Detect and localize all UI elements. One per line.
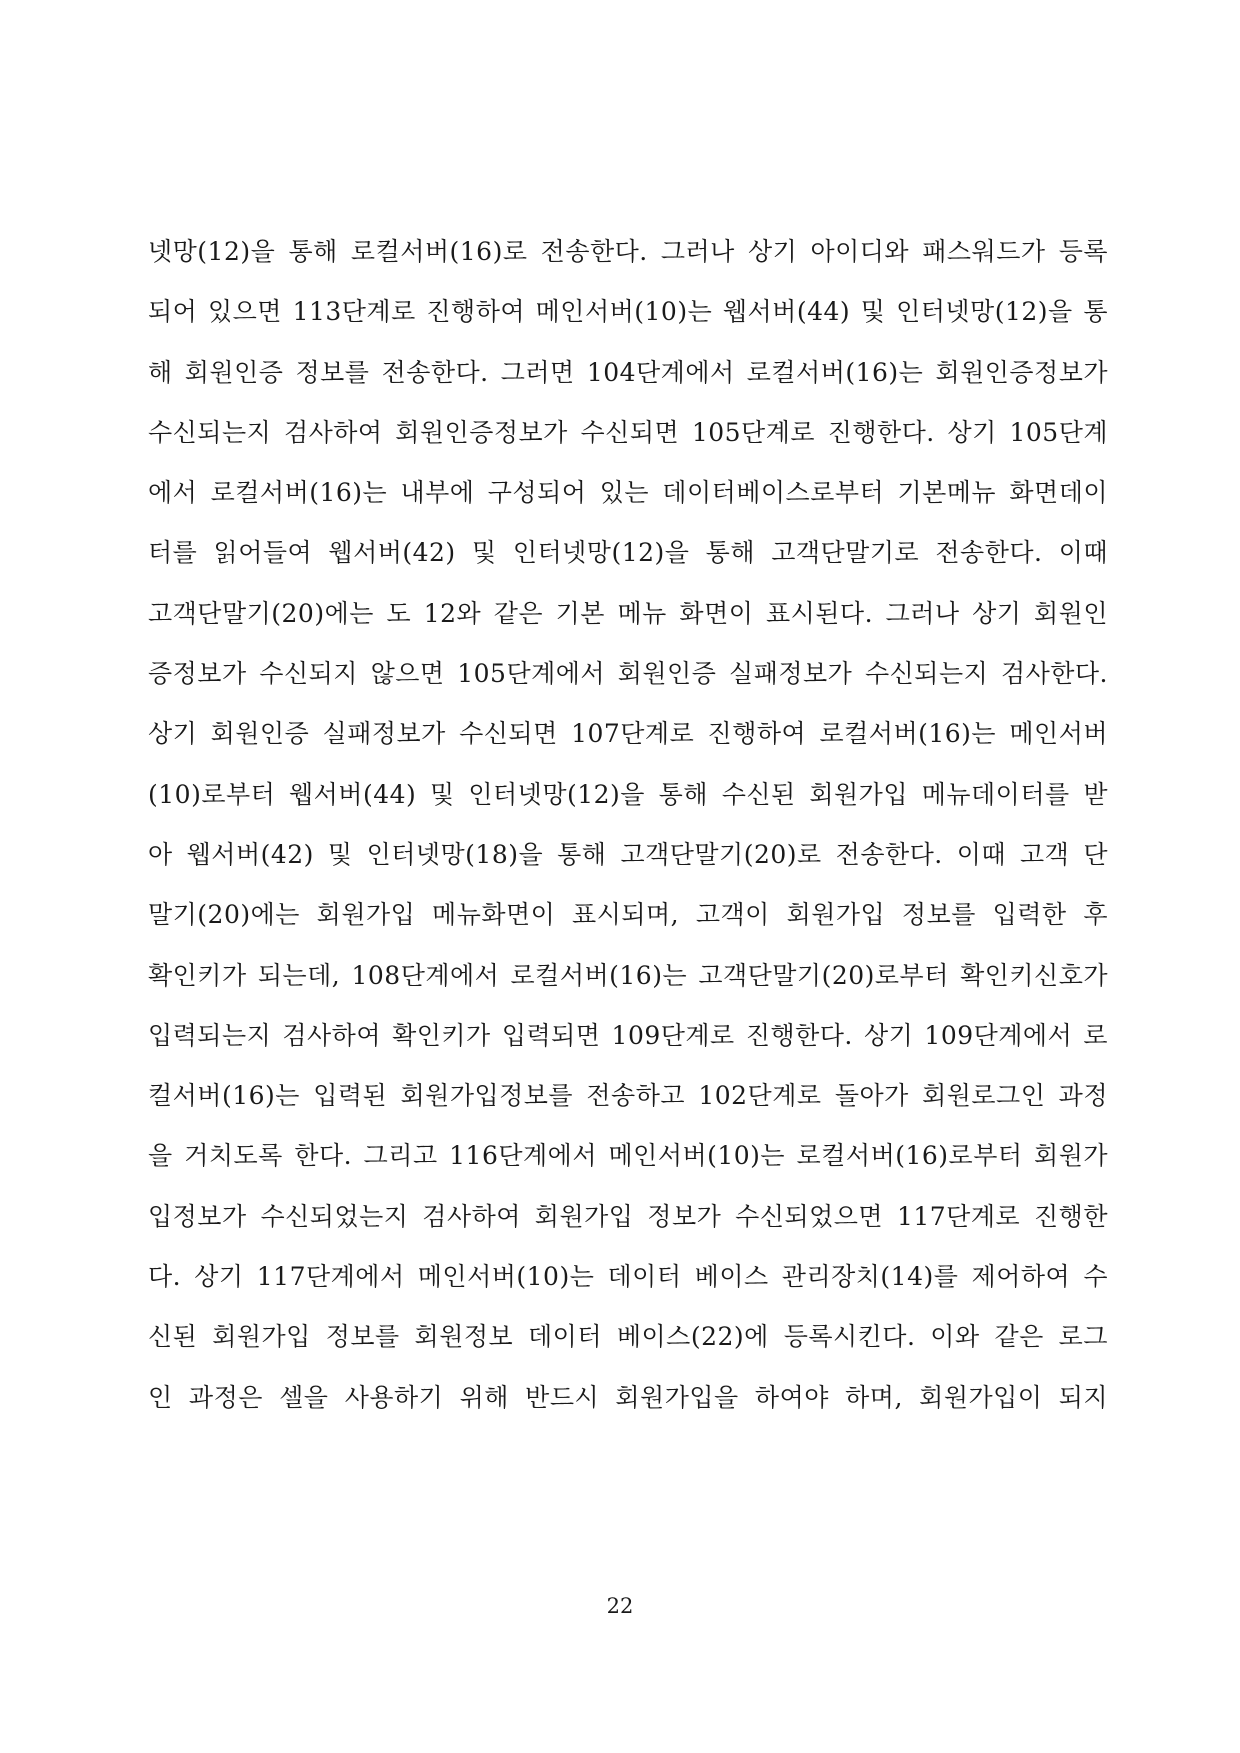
text-line: 다. 상기 117단계에서 메인서버(10)는 데이터 베이스 관리장치(14)를 제어하여 수 [148,1262,1108,1292]
text-line: 터를 읽어들여 웹서버(42) 및 인터넷망(12)을 통해 고객단말기로 전송한다. 이때 [148,538,1108,568]
body-text [148,222,1108,1428]
text-line: 신된 회원가입 정보를 회원정보 데이터 베이스(22)에 등록시킨다. 이와 같은 로그 [148,1322,1108,1352]
text-line: 증정보가 수신되지 않으면 105단계에서 회원인증 실패정보가 수신되는지 검사한다. [148,659,1108,689]
text-line: 을 거치도록 한다. 그리고 116단계에서 메인서버(10)는 로컬서버(16)로부터 회원가 [148,1141,1108,1171]
text-line: 넷망(12)을 통해 로컬서버(16)로 전송한다. 그러나 상기 아이디와 패스워드가 등록 [148,237,1108,266]
text-line: 해 회원인증 정보를 전송한다. 그러면 104단계에서 로컬서버(16)는 회원인증정보가 [148,357,1108,387]
text-line: 입정보가 수신되었는지 검사하여 회원가입 정보가 수신되었으면 117단계로 진행한 [148,1201,1108,1231]
text-line: 아 웹서버(42) 및 인터넷망(18)을 통해 고객단말기(20)로 전송한다. 이때 고객 단 [148,839,1108,869]
text-line: 에서 로컬서버(16)는 내부에 구성되어 있는 데이터베이스로부터 기본메뉴 화면데이 [148,478,1108,508]
text-line: 컬서버(16)는 입력된 회원가입정보를 전송하고 102단계로 돌아가 회원로그인 과정 [148,1081,1108,1111]
text-line: 고객단말기(20)에는 도 12와 같은 기본 메뉴 화면이 표시된다. 그러나 상기 회원인 [148,598,1108,628]
text-line: (10)로부터 웹서버(44) 및 인터넷망(12)을 통해 수신된 회원가입 메뉴데이터를 받 [148,779,1108,809]
text-line: 인 과정은 셀을 사용하기 위해 반드시 회원가입을 하여야 하며, 회원가입이 되지 [148,1382,1108,1412]
text-line: 수신되는지 검사하여 회원인증정보가 수신되면 105단계로 진행한다. 상기 105단계 [148,417,1108,447]
page-number: 22 [606,1594,634,1618]
text-line: 입력되는지 검사하여 확인키가 입력되면 109단계로 진행한다. 상기 109단계에서 로 [148,1020,1108,1050]
text-line: 상기 회원인증 실패정보가 수신되면 107단계로 진행하여 로컬서버(16)는 메인서버 [148,719,1108,749]
text-line: 말기(20)에는 회원가입 메뉴화면이 표시되며, 고객이 회원가입 정보를 입력한 후 [148,900,1108,930]
text-line: 확인키가 되는데, 108단계에서 로컬서버(16)는 고객단말기(20)로부터 확인키신호가 [148,960,1108,990]
text-line: 되어 있으면 113단계로 진행하여 메인서버(10)는 웹서버(44) 및 인터넷망(12)을 통 [148,297,1108,327]
